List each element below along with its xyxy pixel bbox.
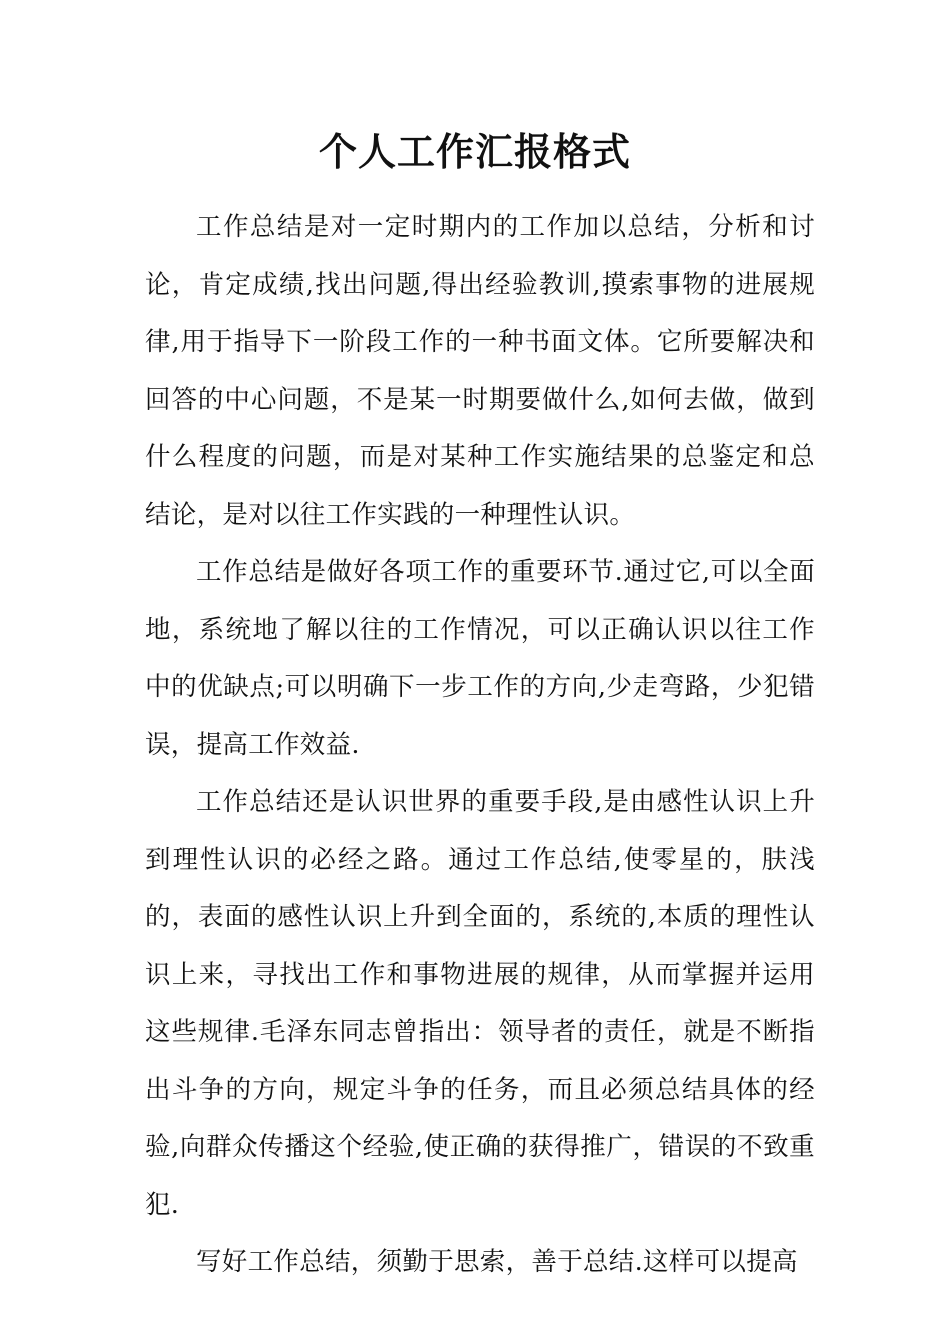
document-title: 个人工作汇报格式 (318, 130, 631, 174)
paragraph-3: 工作总结还是认识世界的重要手段,是由感性认识上升到理性认识的必经之路。通过工作总结,使零星的，肤浅的，表面的感性认识上升到全面的，系统的,本质的理性认识上来，寻找出工作和事物进展的规律，从而掌握并运用这些规律.毛泽东同志曾指出：领导者的责任，就是不断指出斗争的方向，规定斗争的任务，而且必须总结具体的经验,向群众传播这个经验,使正确的获得推广，错误的不致重犯. (145, 787, 815, 1220)
paragraph-2: 工作总结是做好各项工作的重要环节.通过它,可以全面地，系统地了解以往的工作情况，可以正确认识以往工作中的优缺点;可以明确下一步工作的方向,少走弯路，少犯错误，提高工作效益. (145, 557, 815, 760)
paragraph-1: 工作总结是对一定时期内的工作加以总结，分析和讨论，肯定成绩,找出问题,得出经验教训,摸索事物的进展规律,用于指导下一阶段工作的一种书面文体。它所要解决和回答的中心问题，不是某一时期要做什么,如何去做，做到什么程度的问题，而是对某种工作实施结果的总鉴定和总结论，是对以往工作实践的一种理性认识。 (145, 212, 815, 530)
paragraph-4: 写好工作总结，须勤于思索，善于总结.这样可以提高 (196, 1247, 798, 1277)
document-body (145, 199, 815, 1292)
